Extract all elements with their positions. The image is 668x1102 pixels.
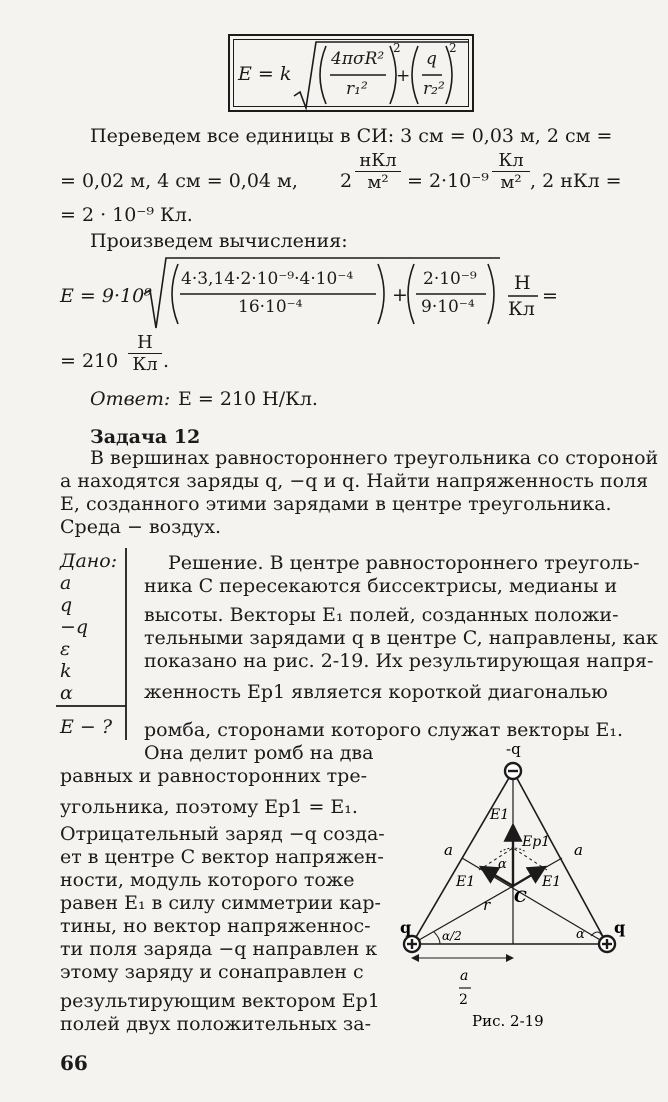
solution-line-7: ромба, сторонами которого служат векторы E₁.	[144, 719, 624, 741]
solution-left-9: ти поля заряда −q направлен к	[60, 938, 378, 960]
label-left-charge: q	[400, 918, 412, 937]
page-number: 66	[60, 1051, 88, 1075]
si-fraction-1-den: м²	[367, 172, 389, 193]
given-item-k: k	[60, 660, 72, 682]
si-fraction-1-num: нКл	[359, 150, 397, 171]
task-line-4: Среда − воздух.	[60, 516, 222, 538]
label-ep1: Eр1	[522, 834, 551, 850]
solution-left-12: полей двух положительных за-	[60, 1013, 372, 1035]
calc-result-dot: .	[163, 350, 170, 372]
given-find: E − ?	[60, 716, 113, 738]
calc-unit-den: Кл	[508, 298, 535, 320]
label-half-num: a	[460, 968, 469, 984]
label-e1-right: E1	[542, 874, 562, 890]
solution-left-7: равен E₁ в силу симметрии кар-	[60, 892, 381, 914]
figure-2-19	[386, 740, 648, 1030]
formula-plus: +	[396, 66, 411, 86]
task-line-1: В вершинах равностороннего треугольника со стороной	[90, 447, 659, 469]
formula-frac2-num: q	[426, 49, 437, 69]
answer-value: E = 210 Н/Кл.	[178, 388, 318, 410]
calc-lhs: E = 9·10⁹	[60, 285, 152, 307]
solution-line-1: Решение. В центре равностороннего треуголь-	[168, 552, 640, 574]
given-item-alpha: α	[60, 682, 73, 704]
label-alpha-half: α/2	[442, 929, 462, 943]
solution-left-8: тины, но вектор напряженнос-	[60, 915, 371, 937]
given-title: Дано:	[60, 550, 118, 572]
formula-power-2: 2	[449, 41, 457, 55]
figure-caption: Рис. 2-19	[472, 1012, 544, 1030]
label-c: C	[514, 887, 527, 906]
label-side-right: a	[574, 841, 583, 859]
solution-left-1: Она делит ромб на два	[144, 742, 374, 764]
given-lines	[56, 548, 136, 748]
solution-left-3: угольника, поэтому Eр1 = E₁.	[60, 796, 358, 818]
si-line-2-eq: = 2·10⁻⁹	[407, 170, 489, 192]
solution-line-4: тельными зарядами q в центре C, направлены, как	[144, 627, 658, 649]
calc-frac2-num: 2·10⁻⁹	[423, 269, 477, 289]
label-alpha-right: α	[576, 927, 585, 942]
si-line-2-tail: , 2 нКл =	[530, 170, 622, 192]
vector-e1-right	[513, 867, 545, 886]
given-item-epsilon: ε	[60, 638, 71, 660]
formula-power-1: 2	[393, 41, 401, 55]
solution-left-5: ет в центре C вектор напряжен-	[60, 846, 384, 868]
formula-frac2-den: r₂²	[423, 79, 445, 99]
label-r: r	[483, 896, 491, 914]
given-item-a: a	[60, 572, 72, 594]
solution-left-6: ности, модуль которого тоже	[60, 869, 355, 891]
label-alpha-top: α	[498, 857, 507, 872]
calc-plus: +	[392, 284, 408, 306]
task-line-3: E, созданного этими зарядами в центре треугольника.	[60, 493, 612, 515]
solution-left-2: равных и равносторонних тре-	[60, 765, 367, 787]
si-line-1: Переведем все единицы в СИ: 3 см = 0,03 м, 2 см =	[90, 125, 613, 147]
label-right-charge: q	[614, 918, 626, 937]
solution-line-3: высоты. Векторы E₁ полей, созданных положи-	[144, 604, 619, 626]
formula-lhs: E = k	[238, 63, 292, 85]
label-top-charge: -q	[506, 740, 521, 758]
label-e1-left: E1	[456, 874, 476, 890]
label-e1-top: E1	[490, 807, 510, 823]
solution-left-11: результирующим вектором Eр1	[60, 990, 380, 1012]
si-fraction-1	[355, 150, 401, 193]
given-item-minus-q: −q	[60, 616, 89, 638]
solution-line-5: показано на рис. 2-19. Их результирующая напря-	[144, 650, 654, 672]
si-fraction-2-num: Кл	[498, 150, 524, 171]
calc-frac2-den: 9·10⁻⁴	[421, 297, 475, 317]
formula-frac1-num: 4πσR²	[331, 49, 385, 69]
task-line-2: a находятся заряды q, −q и q. Найти напряженность поля	[60, 470, 649, 492]
solution-left-4: Отрицательный заряд −q созда-	[60, 823, 385, 845]
calc-tail: =	[542, 285, 558, 307]
si-fraction-2-den: м²	[500, 172, 522, 193]
solution-left-10: этому заряду и сонаправлен с	[60, 961, 364, 983]
answer-label: Ответ:	[90, 388, 171, 410]
si-line-3: = 2 · 10⁻⁹ Кл.	[60, 204, 193, 226]
si-line-2-coef: 2	[340, 170, 353, 192]
calc-radical-svg	[142, 254, 602, 334]
label-side-left: a	[444, 841, 453, 859]
calc-frac1-den: 16·10⁻⁴	[238, 297, 303, 317]
calc-result: = 210	[60, 350, 119, 372]
calc-result-unit-den: Кл	[132, 354, 158, 375]
given-item-q: q	[60, 594, 73, 616]
solution-line-2: ника C пересекаются биссектрисы, медианы и	[144, 575, 618, 597]
calc-result-unit-num: Н	[137, 332, 153, 353]
solution-line-6: женность Eр1 является короткой диагональю	[144, 681, 608, 703]
vector-e1-left	[481, 867, 513, 886]
calc-intro: Произведем вычисления:	[90, 230, 348, 252]
si-fraction-2	[492, 150, 530, 193]
formula-box	[228, 34, 474, 112]
label-half-den: 2	[459, 992, 468, 1008]
task-title: Задача 12	[90, 426, 201, 448]
calc-frac1-num: 4·3,14·2·10⁻⁹·4·10⁻⁴	[181, 269, 354, 289]
si-line-2a: = 0,02 м, 4 см = 0,04 м,	[60, 170, 298, 192]
formula-frac1-den: r₁²	[346, 79, 368, 99]
calc-unit-num: Н	[514, 272, 531, 294]
calc-result-unit	[128, 332, 162, 375]
